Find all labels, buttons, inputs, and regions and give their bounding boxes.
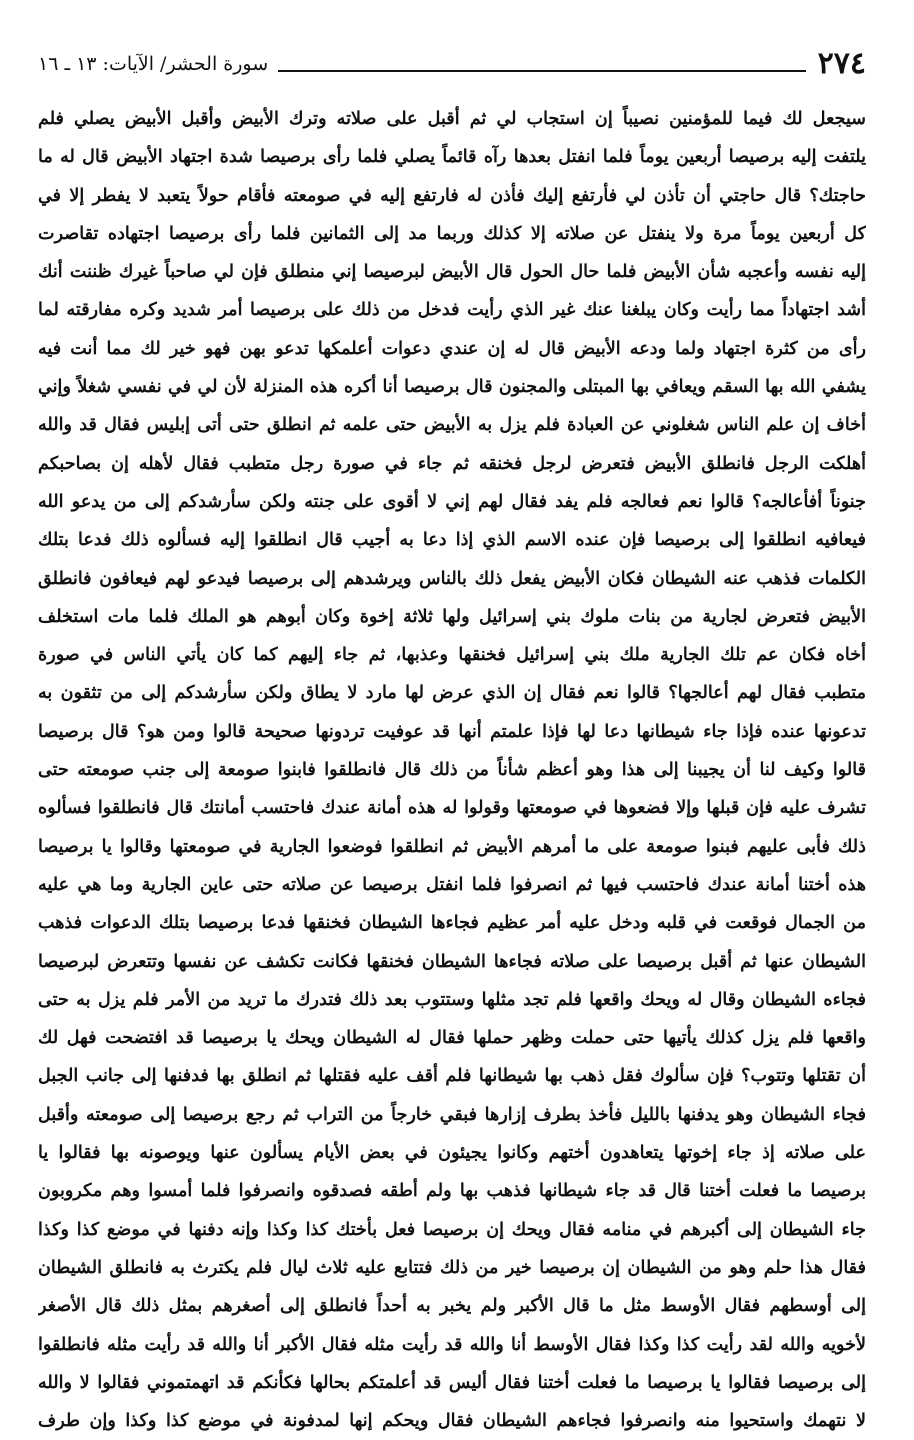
text-line: تشرف عليه فإن قبلها وإلا فضعوها في صومعتها وقولوا له هذه أمانة عندك فاحتسب أمانتك قال فانطلقوا فسألوه xyxy=(38,797,866,819)
text-line: أن تقتلها وتتوب؟ فإن سألوك فقل ذهب بها شيطانها فلم أقف عليه فقتلها ثم انطلق بها فدفنها إلى جانب الجبل xyxy=(38,1065,866,1087)
text-line: يلتفت إليه برصيصا أربعين يوماً فلما انفتل بعدها رآه قائماً يصلي فلما رأى برصيصا شدة اجتهاد الأبيض قال له ما xyxy=(38,146,866,168)
text-line: أشد اجتهاداً مما رأيت وكان يبلغنا عنك غير الذي رأيت فدخل من ذلك على برصيصا أمر شديد وكره مفارقته لما xyxy=(38,299,866,321)
text-line: هذه أختنا أمانة عندك فاحتسب فيها ثم انصرفوا فلما انفتل برصيصا عن صلاته حتى عاين الجارية وما هي عليه xyxy=(38,873,866,895)
page-header xyxy=(38,44,866,84)
text-line: فيعافيه انطلقوا إلى برصيصا فإن عنده الاسم الذي إذا دعا به أجيب قال انطلقوا إليه فسألوه ذلك فدعا بتلك xyxy=(38,529,866,551)
text-line: إلى برصيصا فقالوا يا برصيصا ما فعلت أختنا فقال أليس قد أعلمتكم بحالها فكأنكم قد اتهمتموني فقالوا لا والله xyxy=(38,1371,866,1393)
text-line: ذلك فأبى عليهم فبنوا صومعة على ما أمرهم الأبيض ثم انطلقوا فوضعوا الجارية في صومعتها وقالوا يا برصيصا xyxy=(38,835,866,857)
text-line: برصيصا ما فعلت أختنا قال قد جاء شيطانها فذهب بها ولم أطقه فصدقوه وانصرفوا فلما أمسوا وهم مكروبون xyxy=(38,1180,866,1202)
text-line: فجاء الشيطان وهو يدفنها بالليل فأخذ بطرف إزارها فبقي خارجاً من التراب ثم رجع برصيصا إلى صومعته وأقبل xyxy=(38,1103,866,1125)
text-line: أخاف إن علم الناس شغلوني عن العبادة فلم يزل به الأبيض حتى علمه ثم انطلق حتى أتى إبليس فقال قد والله xyxy=(38,414,866,436)
text-line: يشفي الله بها السقم ويعافي بها المبتلى والمجنون قال برصيصا أنا أكره هذه المنزلة لأن لي في نفسي شغلاً وإني xyxy=(38,376,866,398)
text-line: الشيطان عنها ثم أقبل برصيصا على صلاته فجاءها الشيطان فخنقها فكانت تكشف عن نفسها وتتعرض لبرصيصا xyxy=(38,950,866,972)
text-line: حاجتك؟ قال حاجتي أن تأذن لي فأرتفع إليك فأذن له فارتفع إليه في صومعته فأقام حولاً يتعبد لا يفطر إلا في xyxy=(38,184,866,206)
text-line: الكلمات فذهب عنه الشيطان فكان الأبيض يفعل ذلك بالناس ويرشدهم إلى برصيصا فيدعو لهم فيعافون فانطلق xyxy=(38,567,866,589)
text-line: فجاءه الشيطان وقال له ويحك واقعها فلم تجد مثلها وستتوب بعد ذلك فتدرك ما تريد من الأمر فلم يزل به حتى xyxy=(38,988,866,1010)
text-line: الأبيض فتعرض لجارية من بنات ملوك بني إسرائيل ولها ثلاثة إخوة وكان أبوهم هو الملك فلما مات استخلف xyxy=(38,605,866,627)
text-line: أهلكت الرجل فانطلق الأبيض فتعرض لرجل فخنقه ثم جاء في صورة رجل متطبب فقال لأهله إن بصاحبكم xyxy=(38,452,866,474)
text-line: على صلاته إذ جاء إخوتها يتعاهدون أختهم وكانوا يجيئون في بعض الأيام يسألون عنها ويوصونه بها فقالوا يا xyxy=(38,1142,866,1164)
text-line: من الجمال فوقعت في قلبه ودخل عليه أمر عظيم فجاءها الشيطان فخنقها فدعا برصيصا بتلك الدعوات فذهب xyxy=(38,912,866,934)
text-line: رأى من كثرة اجتهاد ولما ودعه الأبيض قال له إن عندي دعوات أعلمكها تدعو بهن فهو خير لك مما أنت فيه xyxy=(38,337,866,359)
text-line: تدعونها عنده فإذا جاء شيطانها دعا لها فإذا علمتم أنها قد عوفيت تردونها صحيحة قالوا ومن هو؟ قال برصيصا xyxy=(38,720,866,742)
page-number: ٢٧٤ xyxy=(817,46,866,81)
text-line: إليه نفسه وأعجبه شأن الأبيض فلما حال الحول قال الأبيض لبرصيصا إني منطلق فإن لي صاحباً غيرك ظننت أنك xyxy=(38,261,866,283)
text-line: جنوناً أفأعالجه؟ قالوا نعم فعالجه فلم يفد فقال لهم إني لا أقوى على جنته ولكن سأرشدكم إلى من يدعو الله xyxy=(38,490,866,512)
header-rule xyxy=(278,70,806,72)
text-line: واقعها فلم يزل كذلك يأتيها حتى حملت وظهر حملها فقال له الشيطان ويحك يا برصيصا قد افتضحت فهل لك xyxy=(38,1027,866,1049)
running-title: سورة الحشر/ الآيات: ١٣ ـ ١٦ xyxy=(38,53,269,75)
text-line: فقال هذا حلم وهو من الشيطان إن برصيصا خير من ذلك فتتابع عليه ثلاث ليال فلم يكترث به فانطلق الشيطان xyxy=(38,1256,866,1278)
text-line: لا نتهمك واستحيوا منه وانصرفوا فجاءهم الشيطان فقال ويحكم إنها لمدفونة في موضع كذا وكذا وإن طرف xyxy=(38,1410,866,1432)
text-line: أخاه فكان عم تلك الجارية ملك بني إسرائيل فخنقها وعذبها، ثم جاء إليهم كما كان يأتي الناس في صورة xyxy=(38,644,866,666)
text-line: كل أربعين يوماً مرة ولا ينفتل عن صلاته إلا كذلك وربما مد إلى الثمانين فلما رأى برصيصا اجتهاده تقاصرت xyxy=(38,222,866,244)
text-line: قالوا وكيف لنا أن يجيبنا إلى هذا وهو أعظم شأناً من ذلك قال فانطلقوا فابنوا صومعة إلى جنب صومعته حتى xyxy=(38,759,866,781)
text-line: سيجعل لك فيما للمؤمنين نصيباً إن استجاب لي ثم أقبل على صلاته وترك الأبيض وأقبل الأبيض يصلي فلم xyxy=(38,108,866,129)
body-text xyxy=(38,100,866,1440)
text-line: إلى أوسطهم فقال الأوسط مثل ما قال الأكبر ولم يخبر به أحداً فانطلق إلى أصغرهم بمثل ذلك قال الأصغر xyxy=(38,1295,866,1317)
text-line: لأخويه والله لقد رأيت كذا وكذا فقال الأوسط أنا والله قد رأيت مثله فقال الأكبر أنا والله قد رأيت مثله فانطلقوا xyxy=(38,1333,866,1355)
text-line: جاء الشيطان إلى أكبرهم في منامه فقال ويحك إن برصيصا فعل بأختك كذا وكذا وإنه دفنها في موضع كذا وكذا xyxy=(38,1218,866,1240)
text-line: متطبب فقال لهم أعالجها؟ قالوا نعم فقال إن الذي عرض لها مارد لا يطاق ولكن سأرشدكم إلى من تثقون به xyxy=(38,682,866,704)
